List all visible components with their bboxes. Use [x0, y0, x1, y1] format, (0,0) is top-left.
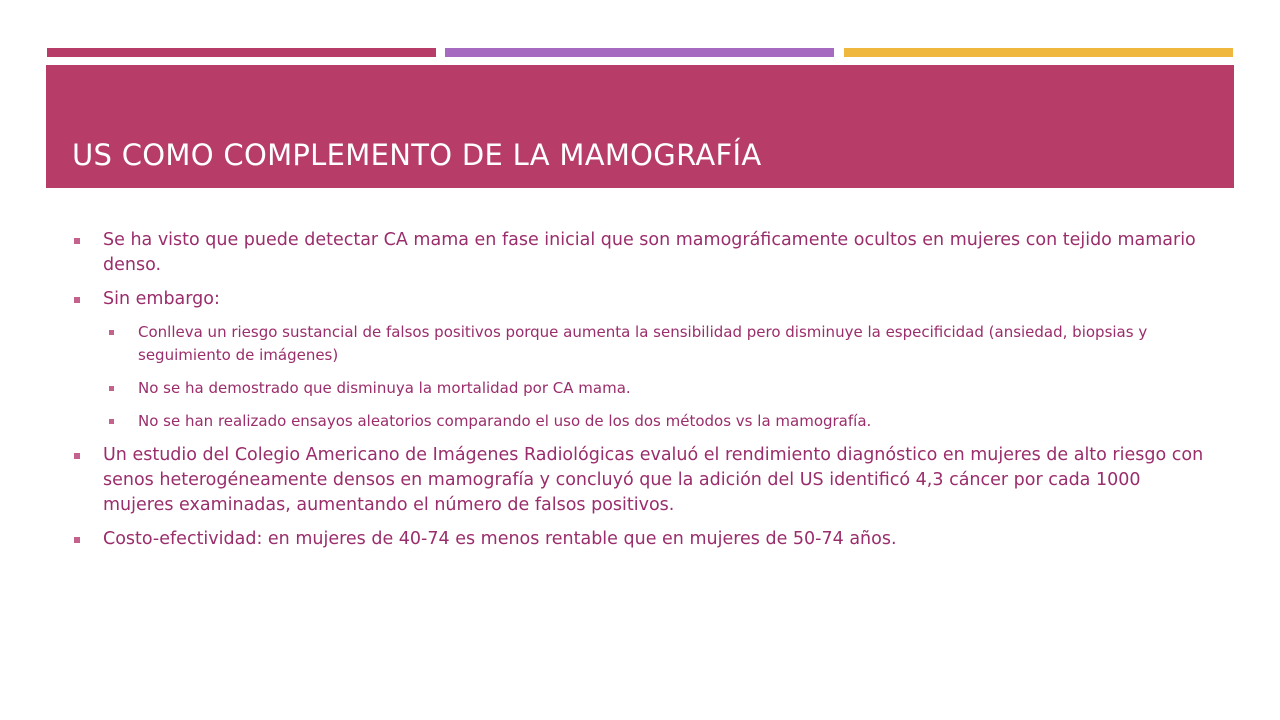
title-band [46, 65, 1234, 188]
square-bullet-icon [109, 419, 114, 424]
bullet-list [72, 228, 1212, 561]
square-bullet-icon [74, 297, 80, 303]
slide-title: US COMO COMPLEMENTO DE LA MAMOGRAFÍA [72, 138, 762, 172]
bullet-item [72, 443, 1212, 518]
bullet-item [72, 527, 1212, 552]
bullet-item [72, 228, 1212, 278]
sub-bullet-item [106, 410, 1212, 433]
accent-bar-gold [844, 48, 1233, 57]
bullet-text: Un estudio del Colegio Americano de Imágenes Radiológicas evaluó el rendimiento diagnóstico en mujeres de alto riesgo con senos heterogéneamente densos en mamografía y concluyó que la adición del US identificó 4,3 cáncer por cada 1000 mujeres examinadas, aumentando el número de falsos positivos. [103, 445, 1204, 515]
square-bullet-icon [74, 537, 80, 543]
bullet-text: Costo-efectividad: en mujeres de 40-74 es menos rentable que en mujeres de 50-74 años. [103, 529, 897, 549]
sub-bullet-item [106, 377, 1212, 400]
accent-bar-purple [445, 48, 834, 57]
bullet-text: No se ha demostrado que disminuya la mortalidad por CA mama. [138, 379, 631, 397]
bullet-item [72, 287, 1212, 312]
bullet-text: Se ha visto que puede detectar CA mama en fase inicial que son mamográficamente ocultos en mujeres con tejido mamario denso. [103, 230, 1196, 275]
square-bullet-icon [109, 330, 114, 335]
square-bullet-icon [74, 453, 80, 459]
sub-bullet-item [106, 321, 1212, 367]
bullet-text: No se han realizado ensayos aleatorios comparando el uso de los dos métodos vs la mamografía. [138, 412, 872, 430]
square-bullet-icon [74, 238, 80, 244]
bullet-text: Sin embargo: [103, 289, 220, 309]
square-bullet-icon [109, 386, 114, 391]
accent-bar-magenta [47, 48, 436, 57]
bullet-text: Conlleva un riesgo sustancial de falsos positivos porque aumenta la sensibilidad pero disminuye la especificidad (ansiedad, biopsias y seguimiento de imágenes) [138, 323, 1148, 364]
